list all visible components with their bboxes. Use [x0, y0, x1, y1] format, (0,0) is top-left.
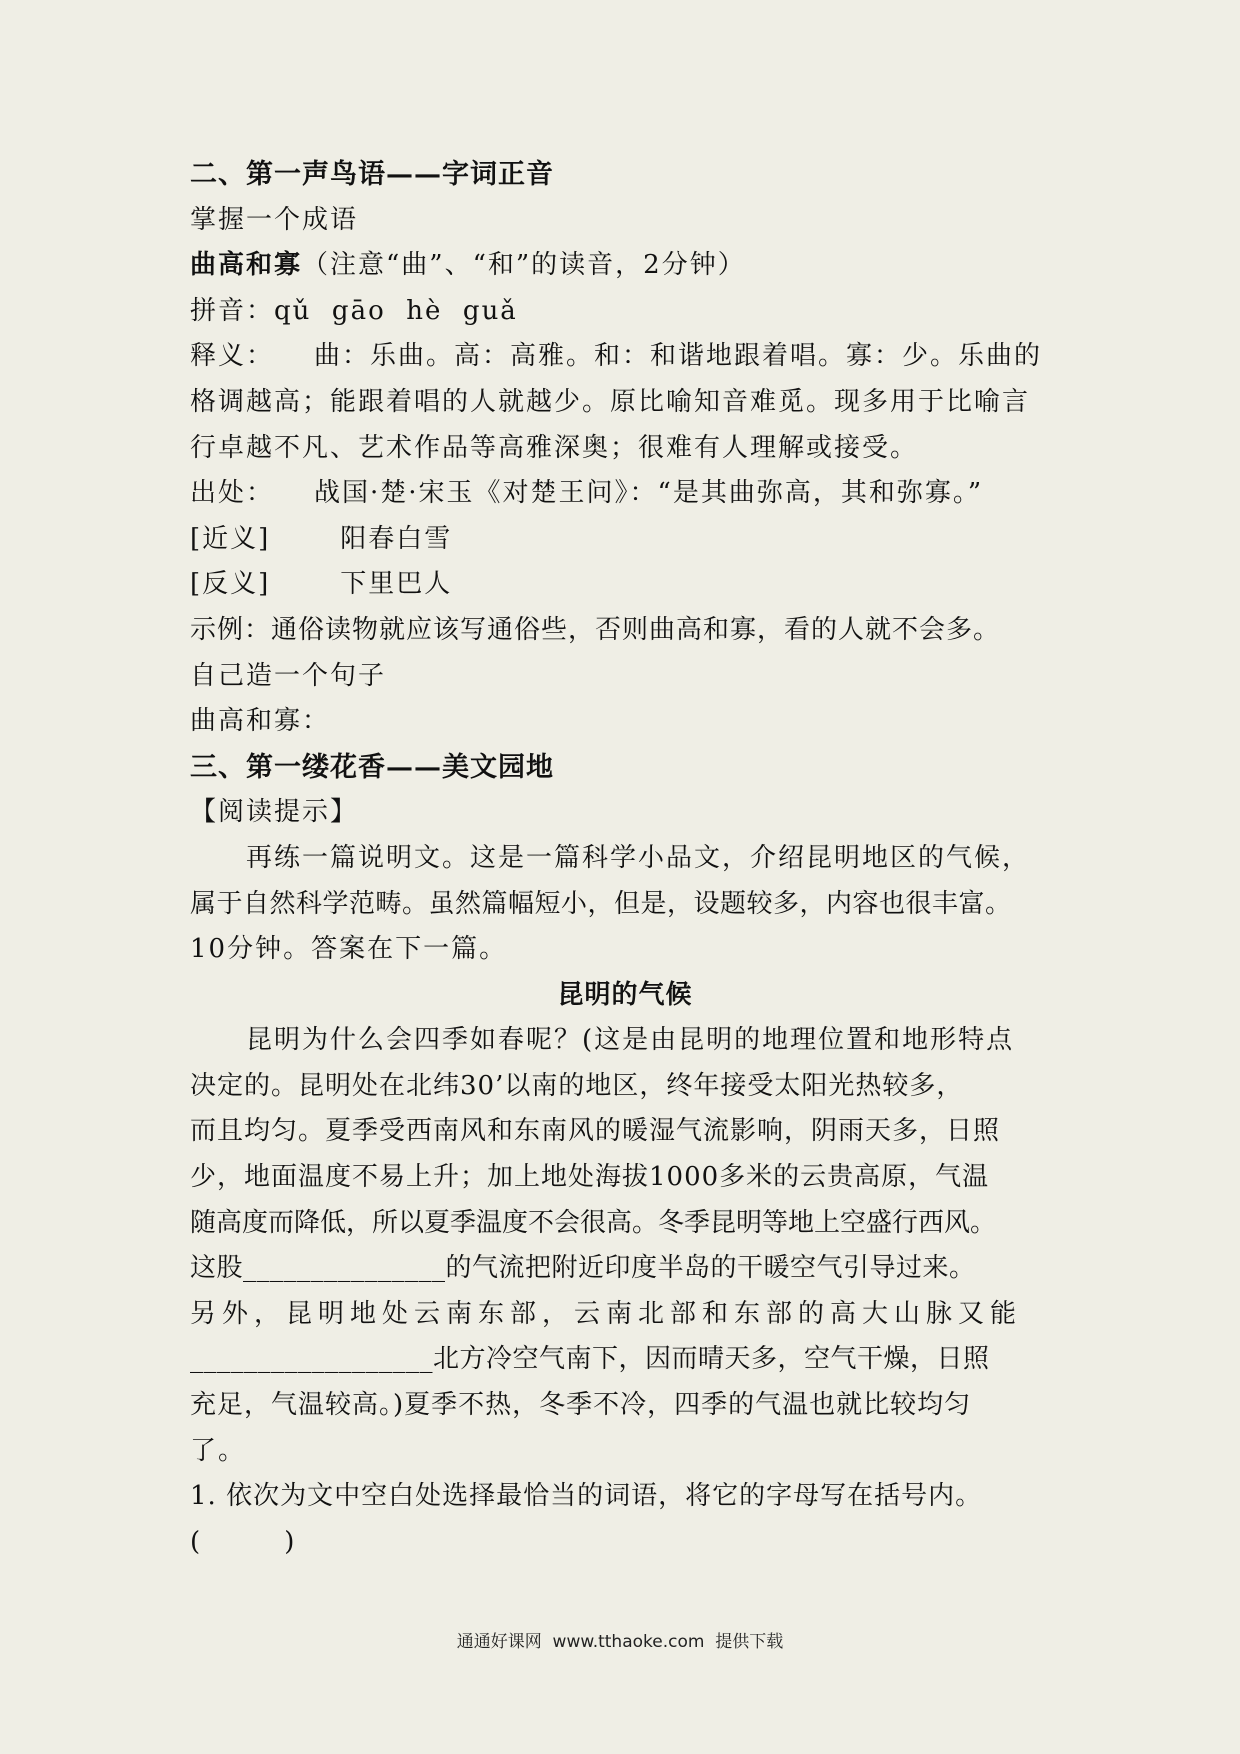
pinyin: qǔ gāo hè guǎ [274, 295, 518, 326]
antonym-label: [反义] [190, 569, 271, 600]
article-line-6: 这股_______________的气流把附近印度半岛的干暖空气引导过来。 [190, 1253, 976, 1284]
article-title: 昆明的气候 [557, 979, 693, 1010]
document-body [190, 152, 1060, 1565]
reading-tip-label: 【阅读提示】 [190, 797, 359, 828]
task-prompt: 曲高和寡： [190, 706, 331, 737]
idiom-line [190, 243, 1060, 289]
tip-line-1: 再练一篇说明文。这是一篇科学小品文，介绍昆明地区的气候， [246, 842, 1031, 873]
meaning-line-1 [190, 334, 1060, 380]
source-line [190, 471, 1060, 517]
meaning-line-3: 行卓越不凡、艺术作品等高雅深奥；很难有人理解或接受。 [190, 432, 919, 463]
synonym-line [190, 517, 1060, 563]
example-line: 示例：通俗读物就应该写通俗些，否则曲高和寡，看的人就不会多。 [190, 614, 1001, 645]
article-line-5: 随高度而降低，所以夏季温度不会很高。冬季昆明等地上空盛行西风。 [190, 1207, 997, 1238]
synonym: 阳春白雪 [340, 523, 453, 554]
article-line-2: 决定的。昆明处在北纬30’以南的地区，终年接受太阳光热较多， [190, 1070, 964, 1101]
synonym-label: [近义] [190, 523, 271, 554]
idiom-note: （注意“曲”、“和”的读音，2分钟） [302, 250, 746, 281]
article-line-9: 充足，气温较高。)夏季不热，冬季不冷，四季的气温也就比较均匀 [190, 1390, 972, 1421]
tip-line-2: 属于自然科学范畴。虽然篇幅短小，但是，设题较多，内容也很丰富。 [190, 888, 1012, 919]
article-line-3: 而且均匀。夏季受西南风和东南风的暖湿气流影响，阴雨天多，日照 [190, 1116, 1001, 1147]
page-footer: 通通好课网 www.tthaoke.com 提供下载 [456, 1632, 784, 1652]
article-line-4: 少，地面温度不易上升；加上地处海拔1000多米的云贵高原，气温 [190, 1162, 990, 1193]
source-label: 出处： [190, 478, 275, 509]
idiom: 曲高和寡 [190, 250, 303, 281]
section3-heading: 三、第一缕花香——美文园地 [190, 751, 554, 783]
pinyin-label: 拼音： [190, 295, 275, 326]
pinyin-line [190, 289, 1060, 335]
meaning-label: 释义： [190, 341, 275, 372]
task-line: 自己造一个句子 [190, 660, 387, 691]
question-1: 1. 依次为文中空白处选择最恰当的词语，将它的字母写在括号内。 [190, 1481, 983, 1512]
source-text: 战国·楚·宋玉《对楚王问》：“是其曲弥高，其和弥寡。” [314, 478, 984, 509]
section2-heading: 二、第一声鸟语——字词正音 [190, 159, 554, 190]
article-line-10: 了。 [190, 1435, 247, 1466]
article-line-7: 另外，昆明地处云南东部，云南北部和东部的高大山脉又能 [190, 1298, 1023, 1329]
meaning-text-1: 曲：乐曲。高：高雅。和：和谐地跟着唱。寡：少。乐曲的 [314, 341, 1043, 372]
meaning-line-2: 格调越高；能跟着唱的人就越少。原比喻知音难觅。现多用于比喻言 [190, 386, 1031, 417]
antonym-line [190, 562, 1060, 608]
article-line-1: 昆明为什么会四季如春呢？(这是由昆明的地理位置和地形特点 [246, 1025, 1015, 1056]
answer-blank: ( ) [190, 1526, 297, 1557]
article-line-8: __________________北方冷空气南下，因而晴天多，空气干燥，日照 [190, 1344, 990, 1375]
antonym: 下里巴人 [340, 569, 453, 600]
section2-intro: 掌握一个成语 [190, 204, 359, 235]
tip-line-3: 10分钟。答案在下一篇。 [190, 934, 508, 965]
